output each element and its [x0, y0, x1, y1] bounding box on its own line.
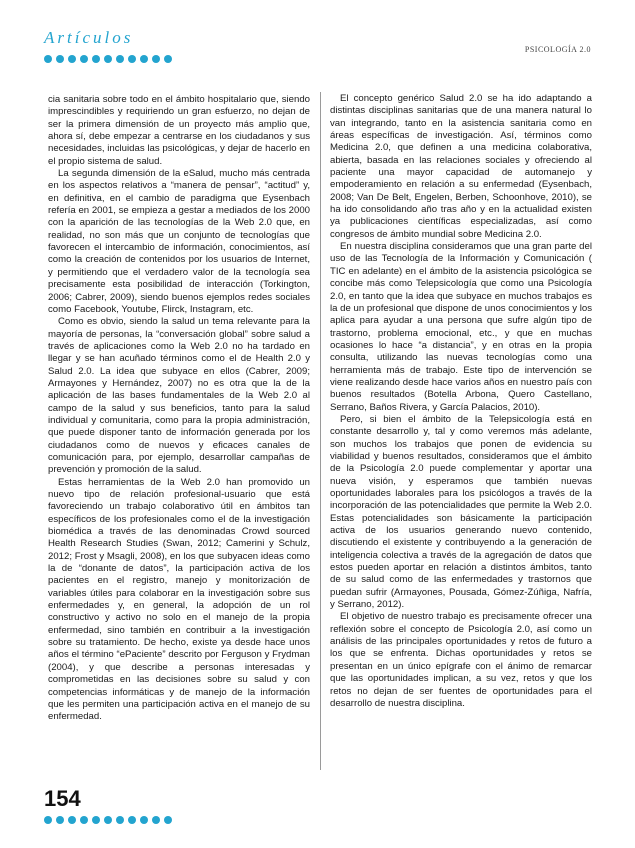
page-number: 154 — [44, 786, 81, 811]
column-divider — [320, 92, 321, 770]
paragraph: El objetivo de nuestro trabajo es precisamente ofrecer una reflexión sobre el concepto de Psicología 2.0, así como un análisis de las principales oportunidades y retos de futuro a los que se enfrenta. Dichas oportunidades y retos se presentan en un único epígrafe con el ánimo de remarcar que las oportunidades implican, a su vez, retos y que los retos no dejan de ser fuentes de oportunidades para el desarrollo de nuestra disciplina. — [330, 611, 592, 709]
paragraph: Estas herramientas de la Web 2.0 han promovido un nuevo tipo de relación profesional-usuario que está favoreciendo un trabajo colaborativo útil en ámbitos tan específicos de los profesionales como el de la investigación biomédica a través de las denominadas Crowd sourced Health Research Studies (Swan, 2012; Camerini y Schulz, 2012; Frost y Msagli, 2008), en los que subyacen ideas como la de “donante de datos”, la participación activa de los pacientes en el registro, manejo y monitorización de variables útiles para colaborar en la investigación sobre sus enfermedades y, en general, la adopción de un rol constructivo y activo no solo en el manejo de la propia enfermedad, sino también en contribuir a la investigación sobre su tratamiento. De hecho, existe ya desde hace unos años el término “ePaciente” descrito por Ferguson y Frydman (2004), y que describe a personas interesadas y comprometidas en las decisiones sobre su salud y con competencias informáticas y de manejo de la información que les permiten una participación activa en el manejo de su enfermedad. — [48, 476, 310, 723]
paragraph: La segunda dimensión de la eSalud, mucho más centrada en los aspectos relativos a “manera de pensar”, “actitud” y, en definitiva, en el cambio de paradigma que Eysenbach refería en 2001, se empieza a gestar a mediados de los 2000 con la aparición de las tecnologías de la Web 2.0 que, en realidad, no son más que un conjunto de tecnologías que favorecen el intercambio de información, conocimientos, así como la creación de contenidos por los usuarios de Internet, y permitiendo que el verdadero valor de la tecnología sea precisamente esta posibilidad de interacción (Torkington, 2006; Cabrer, 2009), siendo buenos ejemplos redes sociales como Facebook, Youtube, Flirck, Instagram, etc. — [48, 168, 310, 315]
text-column-left — [48, 94, 310, 724]
decorative-dots-top — [44, 55, 172, 63]
running-head: PSICOLOGÍA 2.0 — [524, 45, 591, 54]
decorative-dots-bottom — [44, 816, 172, 824]
paragraph: En nuestra disciplina consideramos que una gran parte del uso de las Tecnología de la Información y Comunicación ( TIC en adelante) en el ámbito de la asistencia psicológica se concibe más como Telepsicología que como una Psicología 2.0, en tanto que la idea que subyace en muchos trabajos es la de un profesional que dispone de unos conocimientos y los aplica para ayudar a una persona que sufre algún tipo de trastorno, problema emocional, etc., y que en muchas ocasiones lo hace “a distancia”, y en otras en la propia consulta, utilizando las nuevas tecnologías como una herramienta más de trabajo. Este tipo de intervención se viene realizando desde hace varios años en nuestro país con buenos resultados (Botella Arbona, Quero Castellano, Serrano, Baños Rivera, y García Palacios, 2010). — [330, 241, 592, 413]
paragraph: El concepto genérico Salud 2.0 se ha ido adaptando a distintas disciplinas sanitarias que de una manera natural lo van integrando, tanto en la asistencia sanitaria como en áreas específicas de investigación. Así, términos como Medicina 2.0, que definen a una medicina colaborativa, abierta, basada en las relaciones sociales y ofreciendo al paciente una mayor capacidad de automanejo y empoderamiento en relación a su enfermedad (Eysenbach, 2008; Van De Belt, Engelen, Berben, Schoonhove, 2010), se ha ido consolidando año tras año y en la actualidad existen ya publicaciones científicas especializadas, así como congresos de ámbito mundial sobre Medicina 2.0. — [330, 93, 592, 240]
section-title: Artículos — [44, 28, 134, 47]
paragraph: Pero, si bien el ámbito de la Telepsicología está en constante desarrollo y, tal y como veremos más adelante, son muchos los trabajos que ponen de evidencia su viabilidad y buenos resultados, consideramos que el ámbito de la Psicología 2.0 puede complementar y aportar una nueva visión, y esperamos que también nuevas oportunidades laborales para los psicólogos a través de la incorporación de las potencialidades que permite la Web 2.0. Estas potencialidades son básicamente la participación activa de los usuarios generando nuevo contenido, discutiendo el existente y contribuyendo a la generación de inteligencia colectiva a través de la agregación de datos que estos pueden aportar en relación a distintos ámbitos, tanto de su salud como de las enfermedades y trastornos que puedan sufrir (Armayones, Pousada, Gómez-Zúñiga, Nafría, y Serrano, 2012). — [330, 413, 592, 611]
paragraph: Como es obvio, siendo la salud un tema relevante para la mayoría de personas, la “conversación global” sobre salud a través de aplicaciones como la Web 2.0 no ha tardado en llegar y se han acuñado términos como el de Health 2.0 y Salud 2.0. La idea que subyace en ellos (Cabrer, 2009; Armayones y Hernández, 2007) no es otra que la de la aplicación de las bases fundamentales de la Web 2.0 al campo de la salud y sus beneficios, tanto para la salud individual y comunitaria, como para la propia administración, que puede disponer tanto de información generada por los ciudadanos como de nuevos y eficaces canales de comunicación para, por ejemplo, desarrollar campañas de prevención y promoción de la salud. — [48, 316, 310, 476]
paragraph: cia sanitaria sobre todo en el ámbito hospitalario que, siendo imprescindibles y requiriendo un gran esfuerzo, no dejan de ser la primera dimensión de un proyecto más amplio que, ahora sí, debe empezar a centrarse en los ciudadanos y sus necesidades, incluidas las psicológicas, y dejar de hacerlo en el propio sistema de salud. — [48, 94, 310, 167]
text-column-right — [330, 93, 592, 710]
